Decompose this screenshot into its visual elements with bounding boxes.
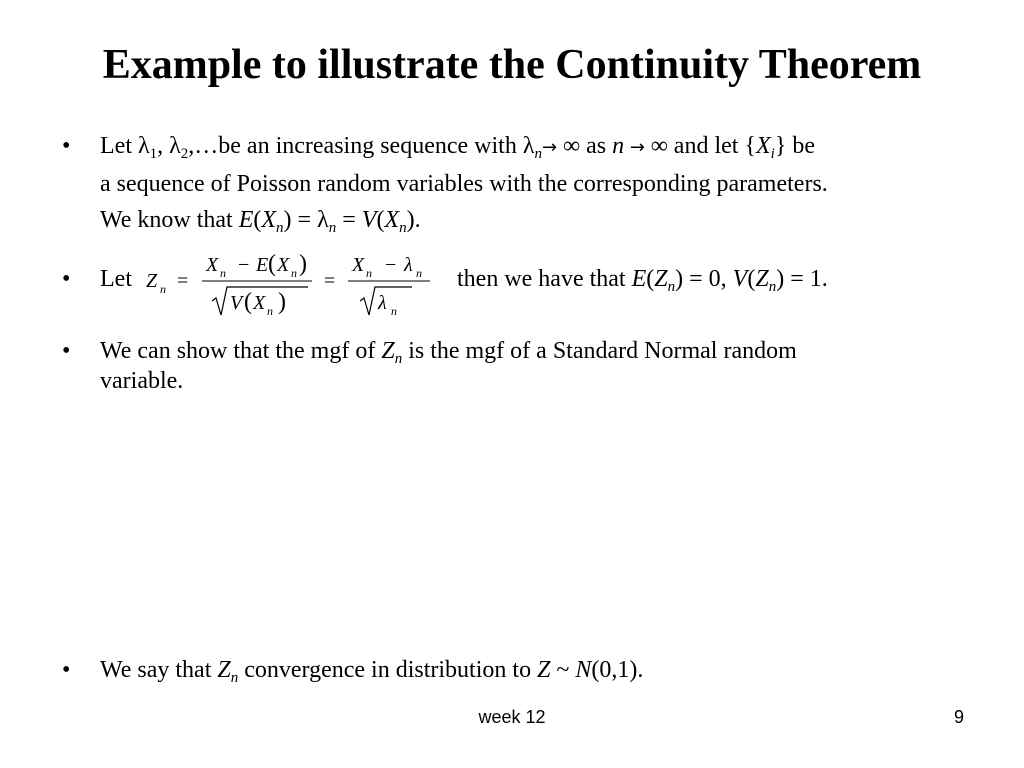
bullet-mgf [62,336,982,396]
bullet-line: variable. [100,368,184,394]
slide-title: Example to illustrate the Continuity Theorem [102,42,922,88]
bullet-body [100,336,982,396]
svg-text:n: n [391,304,397,318]
svg-text:Z: Z [146,270,158,292]
formula-moments: then we have that $E(Z_n) = 0$, $V(Z_n) = 1$. [457,266,828,295]
bullet-line: We say that $Z_n$ convergence in distribution to Z ~ N(0,1). [100,657,644,686]
svg-text:−: − [238,254,250,276]
footer-week-label: week 12 [478,707,546,727]
bullet-line: Let $\lambda_1$, $\lambda_2,\dots be$ an increasing sequence with $\lambda_n\to$ ∞ as n → ∞ and let $\{X_i\}$ be [100,133,815,162]
bullet-line: We can show that the mgf of $Z_n$ is the mgf of a Standard Normal random [100,338,797,367]
bullet-standardized-formula [62,243,982,323]
svg-text:X: X [352,254,365,276]
svg-text:X: X [253,292,266,314]
bullet-marker: • [62,133,71,159]
arrow-icon: → [624,137,651,158]
svg-text:(: ( [268,251,276,277]
svg-text:=: = [177,270,189,292]
svg-text:n: n [416,266,422,280]
svg-text:λ: λ [378,292,387,314]
svg-text:n: n [366,266,372,280]
svg-text:−: − [385,254,397,276]
bullet-body [100,128,982,238]
bullet-poisson-sequence [62,128,982,238]
standardization-formula [142,243,452,323]
bullet-marker: • [62,338,71,364]
bullet-marker: • [62,266,71,292]
svg-text:n: n [220,266,226,280]
bullet-marker: • [62,657,71,683]
svg-text:n: n [160,282,166,296]
bullet-body [100,652,982,688]
svg-text:λ: λ [404,254,413,276]
arrow-icon: → [541,137,558,158]
svg-text:X: X [277,254,290,276]
svg-text:V: V [230,292,243,314]
svg-text:(: ( [244,289,252,315]
svg-text:E: E [256,254,269,276]
svg-text:n: n [291,266,297,280]
svg-text:): ) [299,251,307,277]
svg-text:X: X [206,254,219,276]
bullet-convergence [62,652,982,688]
page-number: 9 [953,707,964,727]
bullet-line: We know that $E(X_n) = \lambda_n = V(X_n)$. [100,207,421,236]
svg-text:=: = [324,270,336,292]
bullet-line: a sequence of Poisson random variables with the corresponding parameters. [100,171,828,197]
svg-text:): ) [278,289,286,315]
svg-text:n: n [267,304,273,318]
formula-let: Let [100,266,132,292]
